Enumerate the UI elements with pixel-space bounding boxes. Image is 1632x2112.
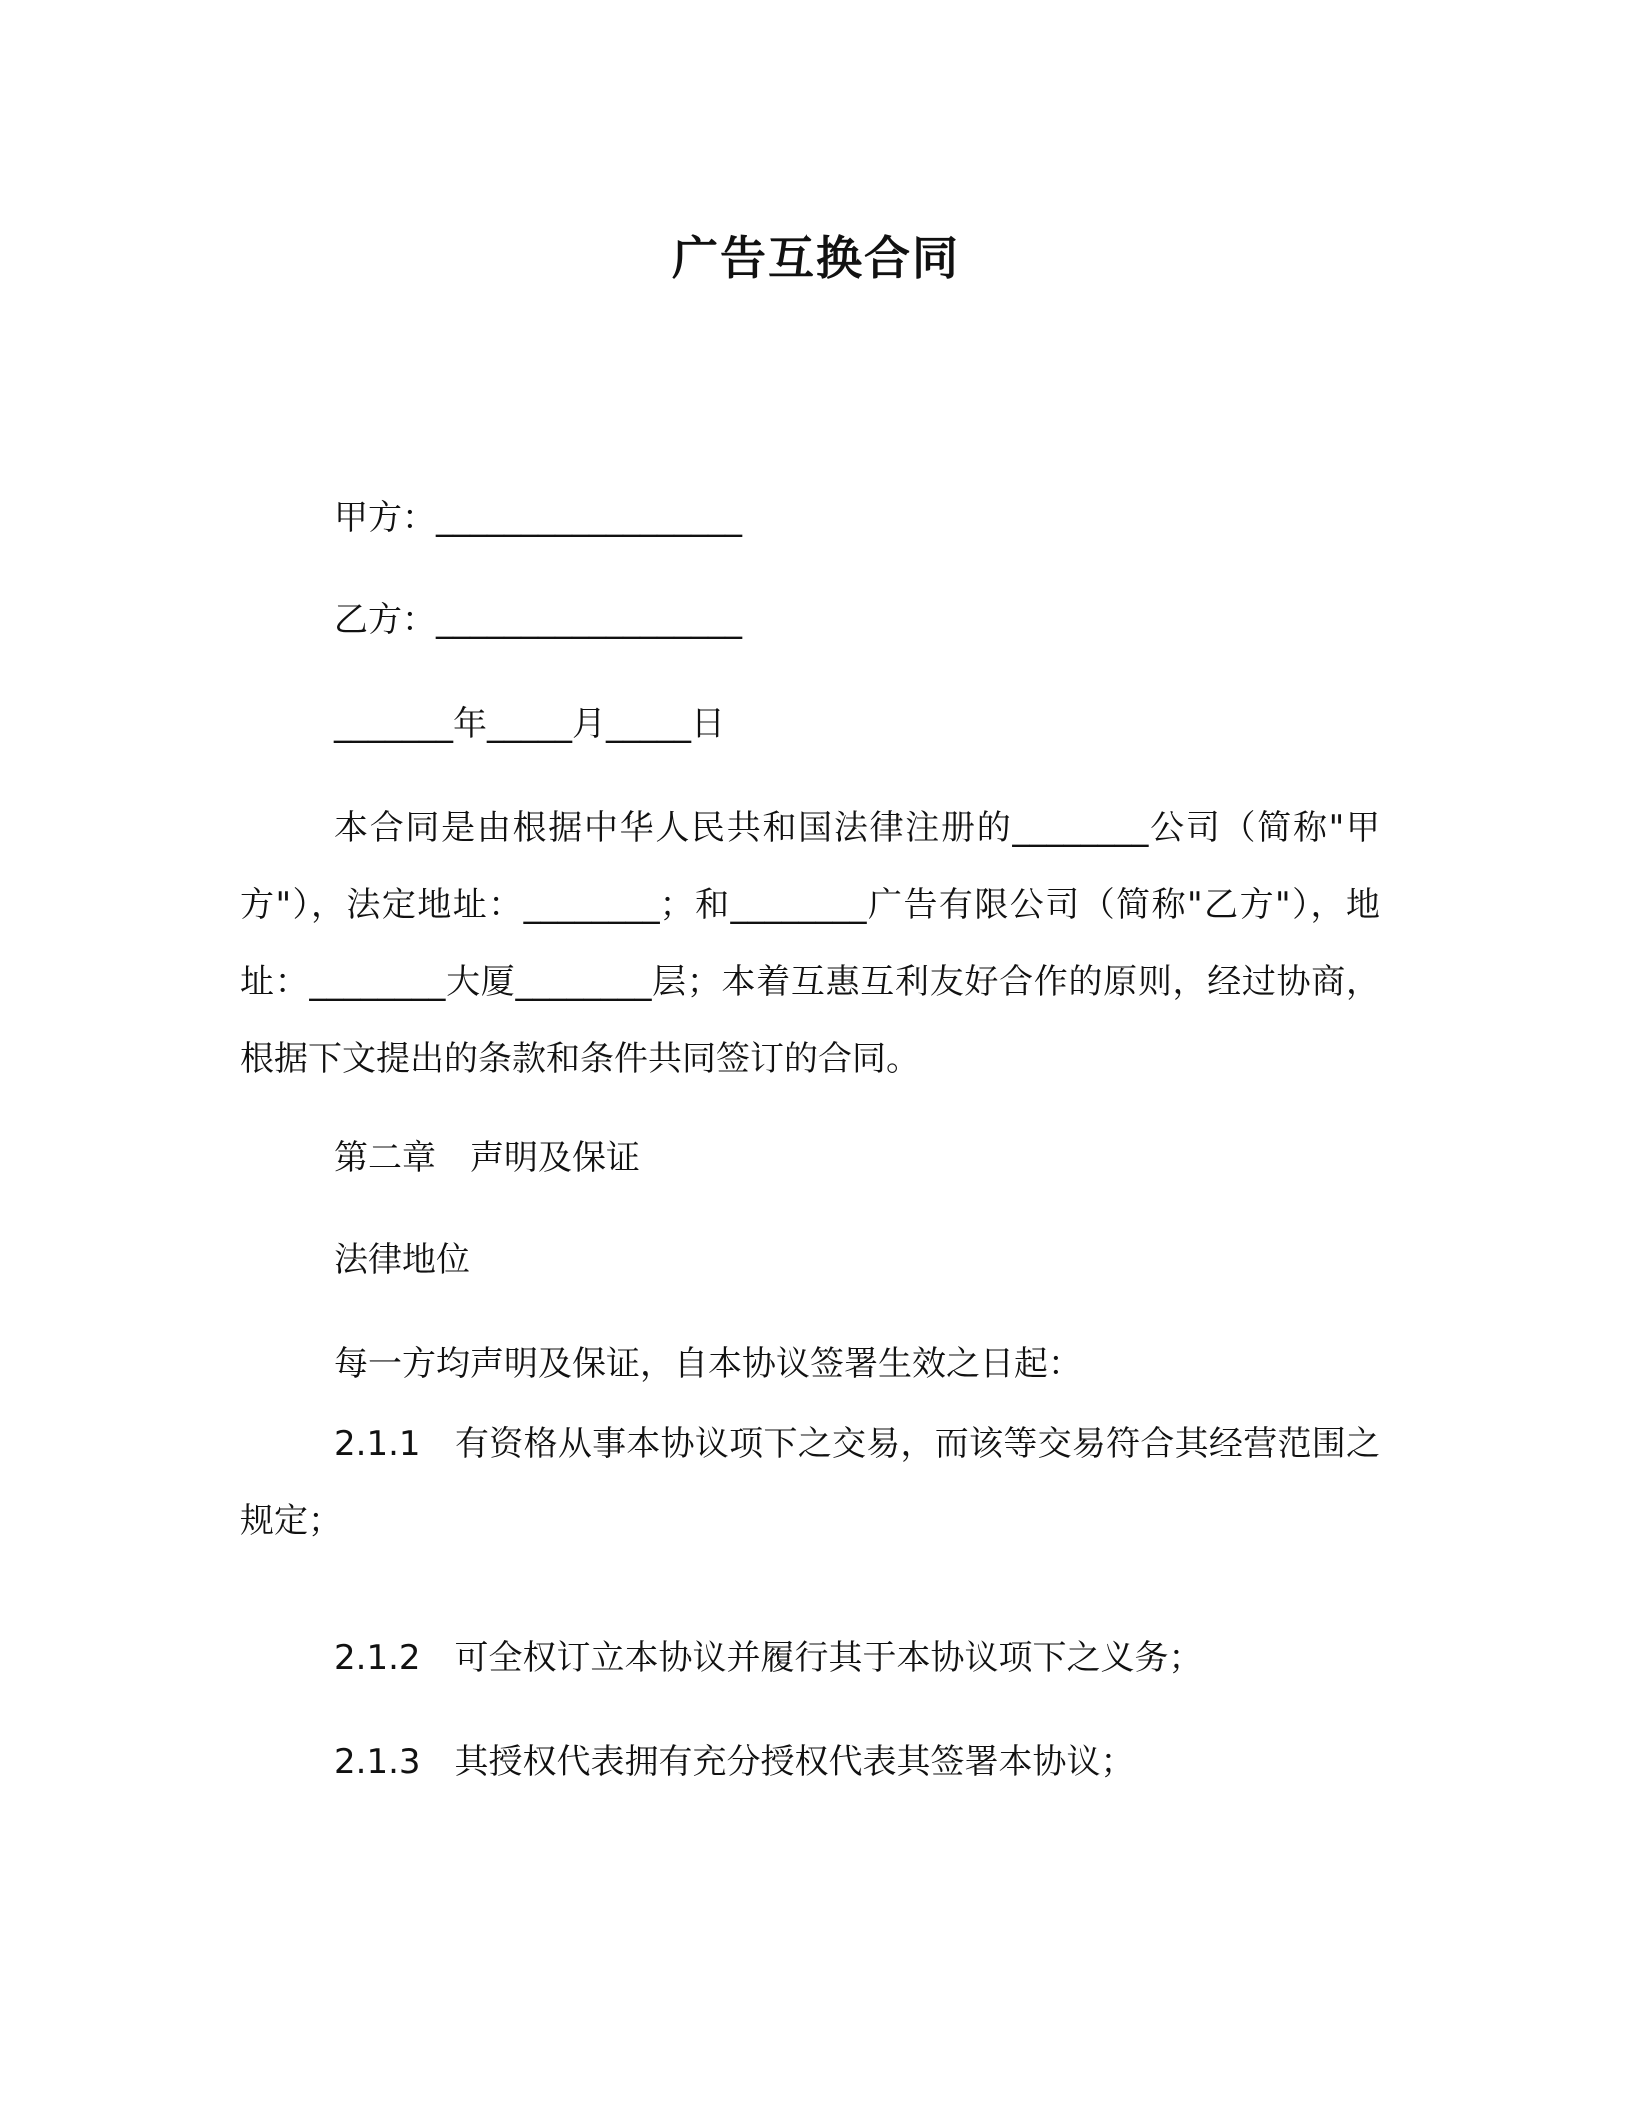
party-b-line: 乙方：__________________	[334, 600, 742, 640]
statement-line: 每一方均声明及保证，自本协议签署生效之日起：	[334, 1344, 1082, 1384]
date-line: _______年_____月_____日	[334, 704, 725, 744]
chapter-heading: 第二章 声明及保证	[334, 1138, 640, 1178]
party-a-line: 甲方：__________________	[334, 498, 742, 538]
section-heading: 法律地位	[334, 1240, 470, 1280]
clause-2-1-2: 2.1.2 可全权订立本协议并履行其于本协议项下之义务；	[334, 1638, 1203, 1678]
document-title: 广告互换合同	[672, 231, 960, 285]
clause-2-1-3: 2.1.3 其授权代表拥有充分授权代表其签署本协议；	[334, 1742, 1135, 1782]
intro-paragraph: 本合同是由根据中华人民共和国法律注册的________公司（简称"甲方"），法定地址：________；和________广告有限公司（简称"乙方"），地址：________大厦________层；本着互惠互利友好合作的原则，经过协商，根据下文提出的条款和条件共同签订的合同。	[240, 808, 1380, 1079]
clause-2-1-1: 2.1.1 有资格从事本协议项下之交易，而该等交易符合其经营范围之规定；	[240, 1424, 1380, 1541]
